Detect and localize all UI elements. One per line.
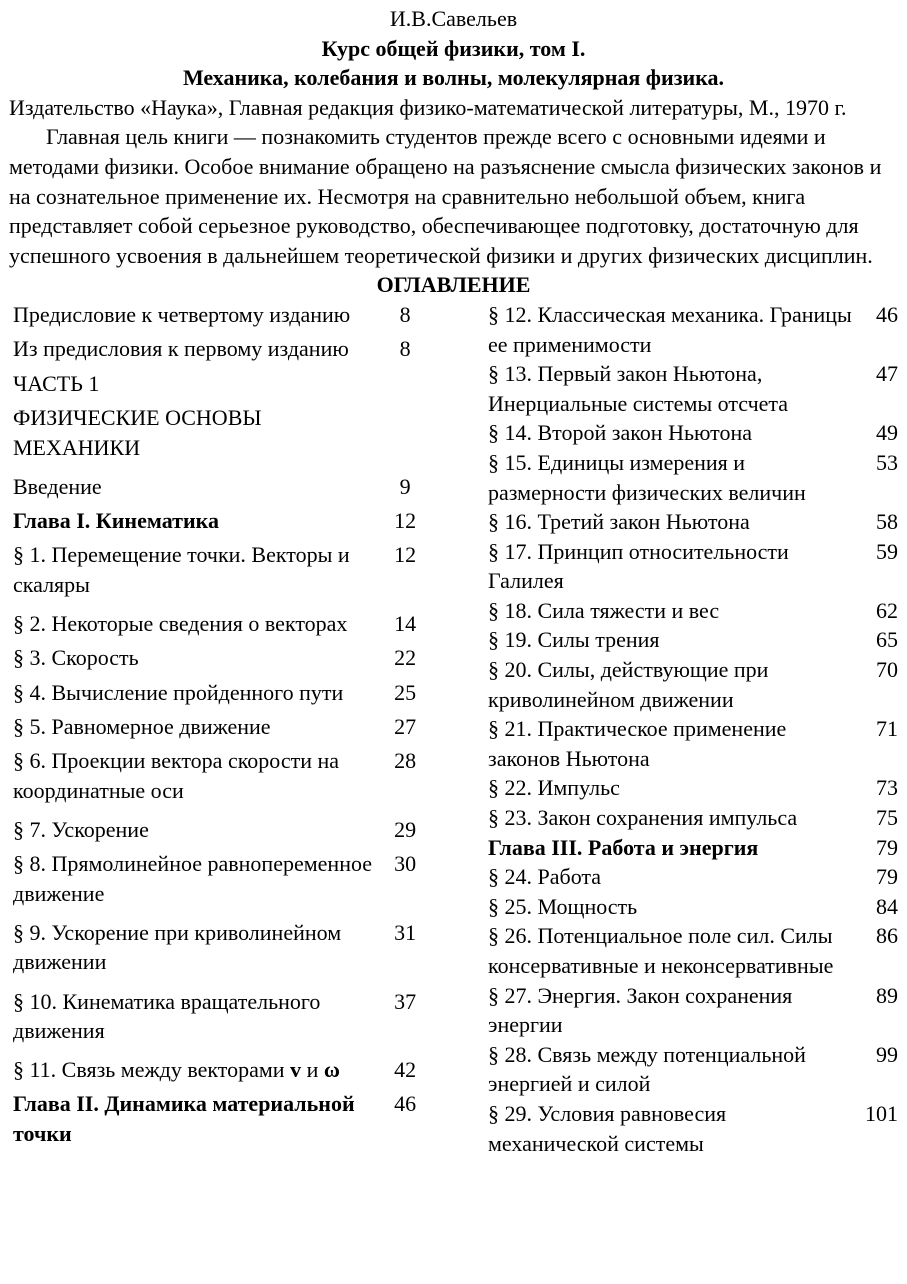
- toc-entry-title: § 2. Некоторые сведения о векторах: [13, 610, 348, 636]
- toc-entry-page-number: 37: [394, 988, 417, 1014]
- toc-entry-title: § 23. Закон сохранения импульса: [488, 805, 798, 831]
- toc-left-column: [13, 300, 433, 1158]
- toc-entry-title-conjunction: и: [301, 1057, 324, 1083]
- toc-entry-page-number: 86: [876, 923, 898, 949]
- vector-symbol-omega: ω: [323, 1057, 340, 1083]
- toc-entry-title: Предисловие к четвертому изданию: [13, 301, 351, 327]
- toc-entry-title: § 18. Сила тяжести и вес: [488, 597, 720, 623]
- toc-entry-page-number: 29: [394, 816, 417, 842]
- toc-entry-title: Из предисловия к первому изданию: [13, 336, 349, 362]
- toc-entry-page-number: 8: [399, 301, 411, 327]
- toc-entry: [13, 1089, 433, 1158]
- toc-entry-page-number: 84: [876, 893, 898, 919]
- toc-entry: [13, 506, 433, 540]
- toc-entry-title: § 12. Классическая механика. Границы ее применимости: [488, 301, 852, 357]
- toc-entry-page-number: 31: [394, 919, 417, 945]
- toc-entry-title: § 1. Перемещение точки. Векторы и скаляры: [13, 542, 350, 597]
- toc-entry-title: § 25. Мощность: [488, 893, 638, 919]
- toc-entry: [488, 862, 898, 892]
- toc-entry-title: § 15. Единицы измерения и размерности физических величин: [488, 449, 806, 505]
- toc-entry: [13, 918, 433, 987]
- toc-entry-page-number: 49: [876, 420, 898, 446]
- toc-entry: [488, 803, 898, 833]
- toc-entry: [13, 643, 433, 677]
- toc-entry-title: § 16. Третий закон Ньютона: [488, 509, 750, 535]
- toc-entry-title: § 7. Ускорение: [13, 816, 149, 842]
- toc-entry: [488, 537, 898, 596]
- toc-entry: [488, 833, 898, 863]
- toc-entry-page-number: 79: [876, 834, 898, 860]
- toc-entry: [488, 773, 898, 803]
- toc-entry-title: § 17. Принцип относительности Галилея: [488, 538, 789, 594]
- toc-entry-title: § 27. Энергия. Закон сохранения энергии: [488, 982, 793, 1038]
- toc-entry-page-number: 12: [394, 507, 417, 533]
- toc-entry: [13, 1055, 433, 1089]
- toc-entry-page-number: 70: [876, 657, 898, 683]
- toc-entry-title: [13, 1055, 377, 1089]
- toc-entry: [488, 625, 898, 655]
- toc-entry: [488, 981, 898, 1040]
- toc-entry: [488, 892, 898, 922]
- toc-entry-page-number: 58: [876, 509, 898, 535]
- toc-entry-title: § 22. Импульс: [488, 775, 620, 801]
- toc-entry: [13, 369, 433, 403]
- toc-entry-title: § 5. Равномерное движение: [13, 713, 271, 739]
- toc-entry-title: § 26. Потенциальное поле сил. Силы консервативные и неконсервативные: [488, 923, 834, 978]
- toc-entry-page-number: 42: [394, 1057, 417, 1083]
- toc-entry-page-number: 27: [394, 713, 417, 739]
- toc-entry-page-number: 12: [394, 542, 417, 568]
- toc-entry-title: § 14. Второй закон Ньютона: [488, 420, 752, 446]
- toc-entry-title: § 13. Первый закон Ньютона, Инерциальные системы отсчета: [488, 361, 789, 416]
- toc-entry: [13, 849, 433, 918]
- toc-entry-page-number: 47: [876, 361, 898, 387]
- toc-entry: [488, 300, 898, 359]
- table-of-contents: [9, 300, 898, 1158]
- toc-entry-title: § 6. Проекции вектора скорости на координатные оси: [13, 748, 340, 803]
- toc-entry-page-number: 14: [394, 610, 417, 636]
- toc-entry-page-number: 59: [876, 538, 898, 564]
- toc-entry-title: § 28. Связь между потенциальной энергией и силой: [488, 1041, 806, 1097]
- book-subtitle: Механика, колебания и волны, молекулярная физика.: [182, 65, 725, 91]
- abstract-paragraph: Главная цель книги — познакомить студентов прежде всего с основными идеями и методами физики. Особое внимание обращено на разъяснение смысла физических законов и на сознательное применение их. Несмотря на сравнительно небольшой объем, книга представляет собой серьезное руководство, обеспечивающее подготовку, достаточную для успешного усвоения в дальнейшем теоретической физики и других физических дисциплин.: [9, 124, 882, 268]
- toc-entry-page-number: 22: [394, 645, 417, 671]
- publisher-info: Издательство «Наука», Главная редакция физико-математической литературы, М., 1970 г.: [9, 94, 847, 120]
- toc-entry: [13, 472, 433, 506]
- toc-entry: [13, 815, 433, 849]
- toc-entry-title: § 3. Скорость: [13, 645, 139, 671]
- toc-entry-page-number: [377, 403, 433, 472]
- toc-entry-page-number: 53: [876, 449, 898, 475]
- toc-entry-title-text: § 11. Связь между векторами: [13, 1057, 285, 1083]
- toc-entry: [488, 507, 898, 537]
- toc-entry: [488, 921, 898, 980]
- toc-entry-title: § 10. Кинематика вращательного движения: [13, 988, 321, 1044]
- toc-entry-title: Глава III. Работа и энергия: [488, 834, 759, 860]
- toc-entry: [13, 678, 433, 712]
- toc-entry-title: § 8. Прямолинейное равнопеременное движение: [13, 851, 373, 906]
- toc-entry-page-number: 89: [876, 982, 898, 1008]
- toc-entry-page-number: 79: [876, 864, 898, 890]
- toc-entry-page-number: 25: [394, 679, 417, 705]
- toc-entry-page-number: 9: [399, 473, 411, 499]
- toc-entry-title: Глава I. Кинематика: [13, 507, 219, 533]
- book-title: Курс общей физики, том I.: [321, 35, 586, 61]
- toc-entry-title: ФИЗИЧЕСКИЕ ОСНОВЫ МЕХАНИКИ: [13, 404, 262, 460]
- toc-entry: [13, 609, 433, 643]
- toc-entry: [13, 746, 433, 815]
- toc-entry: [13, 540, 433, 609]
- toc-entry-title: § 4. Вычисление пройденного пути: [13, 679, 344, 705]
- toc-entry-title: § 29. Условия равновесия механической системы: [488, 1100, 727, 1156]
- toc-entry-page-number: 28: [394, 748, 417, 774]
- toc-entry: [13, 300, 433, 334]
- toc-entry-page-number: 73: [876, 775, 898, 801]
- toc-entry: [488, 448, 898, 507]
- toc-right-column: [488, 300, 898, 1158]
- toc-entry-title: § 19. Силы трения: [488, 627, 660, 653]
- toc-entry: [13, 712, 433, 746]
- toc-entry: [488, 418, 898, 448]
- toc-entry-title: § 20. Силы, действующие при криволинейном движении: [488, 657, 769, 712]
- toc-entry-page-number: 62: [876, 597, 898, 623]
- toc-entry: [488, 655, 898, 714]
- toc-entry-page-number: 46: [394, 1091, 417, 1117]
- toc-entry-page-number: 46: [876, 301, 898, 327]
- toc-entry-page-number: 30: [394, 851, 417, 877]
- vector-symbol-v: v: [290, 1057, 302, 1083]
- toc-entry-title: Введение: [13, 473, 102, 499]
- toc-entry: [13, 987, 433, 1056]
- toc-entry: [488, 359, 898, 418]
- toc-entry: [488, 714, 898, 773]
- toc-entry: [488, 596, 898, 626]
- toc-heading: ОГЛАВЛЕНИЕ: [376, 272, 531, 298]
- toc-entry-title: Глава II. Динамика материальной точки: [13, 1091, 355, 1147]
- toc-entry: [488, 1040, 898, 1099]
- toc-entry-page-number: 99: [876, 1041, 898, 1067]
- toc-entry-page-number: 65: [876, 627, 898, 653]
- toc-entry: [488, 1099, 898, 1158]
- toc-entry-page-number: 75: [876, 805, 898, 831]
- toc-entry-title: ЧАСТЬ 1: [13, 370, 100, 396]
- toc-entry-title: § 24. Работа: [488, 864, 602, 890]
- toc-entry-title: § 9. Ускорение при криволинейном движении: [13, 919, 342, 975]
- toc-entry-page-number: 71: [876, 716, 898, 742]
- toc-entry: [13, 334, 433, 368]
- author: И.В.Савельев: [389, 6, 518, 31]
- toc-entry-page-number: 8: [399, 336, 411, 362]
- toc-entry-page-number: 101: [865, 1100, 898, 1126]
- toc-entry-title: § 21. Практическое применение законов Ньютона: [488, 716, 787, 771]
- toc-entry-page-number: [377, 369, 433, 403]
- toc-entry: [13, 403, 433, 472]
